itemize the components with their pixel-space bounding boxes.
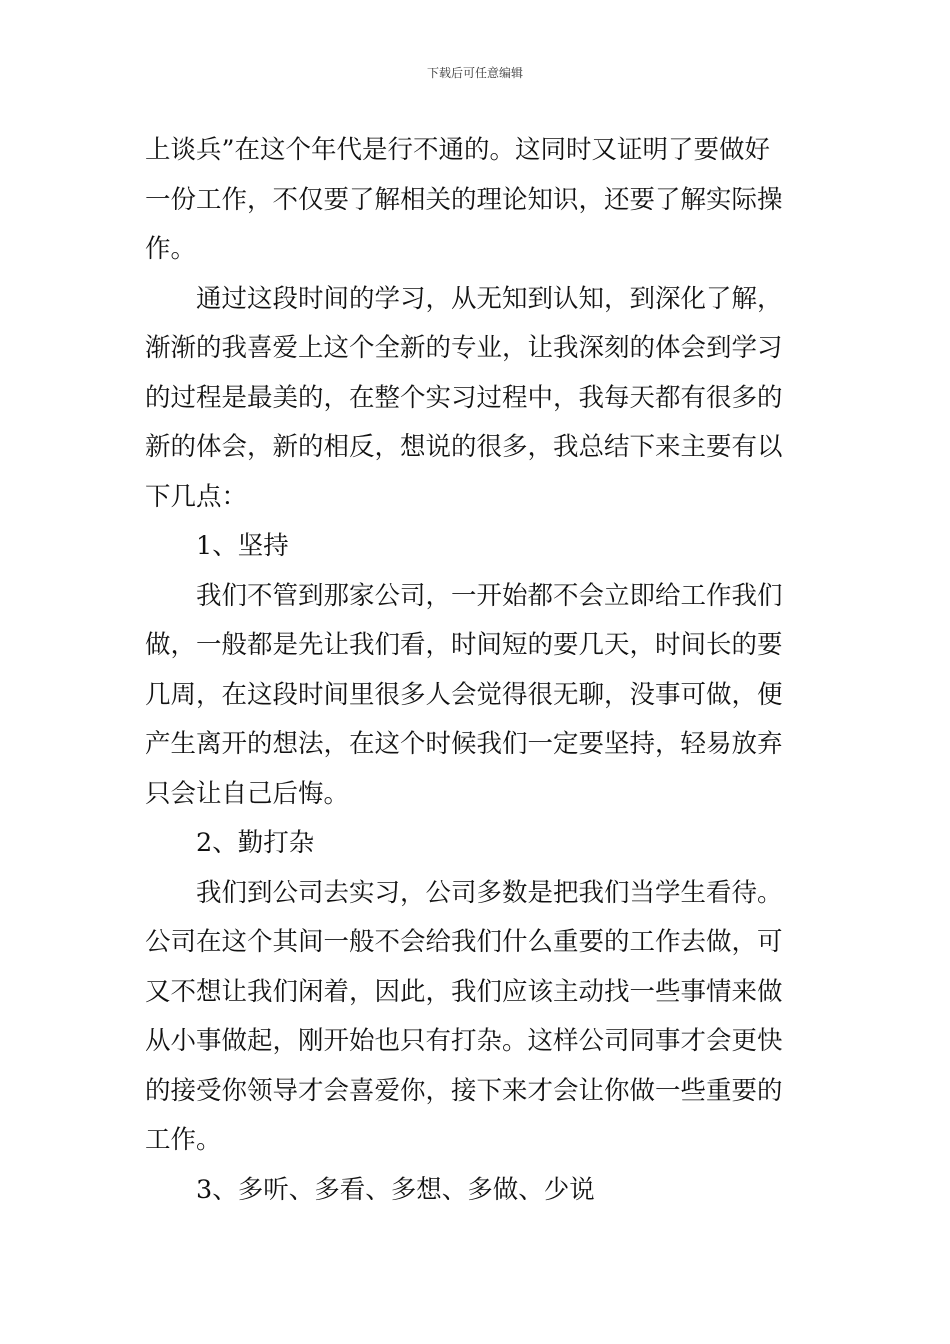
text-line: 新的体会，新的相反，想说的很多，我总结下来主要有以 <box>145 432 783 462</box>
body-text <box>145 126 810 1215</box>
text-line: 我们不管到那家公司，一开始都不会立即给工作我们 <box>196 580 783 611</box>
text-line: 通过这段时间的学习，从无知到认知，到深化了解， <box>196 283 783 314</box>
page-header: 下载后可任意编辑 <box>426 66 523 80</box>
text-line: 公司在这个其间一般不会给我们什么重要的工作去做，可 <box>145 927 783 957</box>
text-line: 的过程是最美的，在整个实习过程中，我每天都有很多的 <box>145 382 783 413</box>
text-line: 只会让自己后悔。 <box>145 778 350 809</box>
section-heading: 2、勤打杂 <box>196 828 315 858</box>
text-line: 渐渐的我喜爱上这个全新的专业，让我深刻的体会到学习 <box>145 333 783 363</box>
text-line: 下几点： <box>145 481 248 512</box>
text-line: 我们到公司去实习，公司多数是把我们当学生看待。 <box>196 877 783 908</box>
text-line: 工作。 <box>145 1125 222 1155</box>
text-line: 又不想让我们闲着，因此，我们应该主动找一些事情来做 <box>145 976 783 1007</box>
text-line: 一份工作，不仅要了解相关的理论知识，还要了解实际操 <box>145 184 783 215</box>
text-line: 产生离开的想法，在这个时候我们一定要坚持，轻易放弃 <box>145 729 783 759</box>
text-line: 做，一般都是先让我们看，时间短的要几天，时间长的要 <box>145 630 783 660</box>
text-line: 几周，在这段时间里很多人会觉得很无聊，没事可做，便 <box>145 679 783 710</box>
text-line: 从小事做起，刚开始也只有打杂。这样公司同事才会更快 <box>145 1026 783 1056</box>
section-heading: 3、多听、多看、多想、多做、少说 <box>196 1174 595 1205</box>
text-line: 作。 <box>145 234 197 264</box>
text-line: 的接受你领导才会喜爱你，接下来才会让你做一些重要的 <box>145 1075 783 1106</box>
section-heading: 1、坚持 <box>196 531 289 561</box>
text-line: 上谈兵”在这个年代是行不通的。这同时又证明了要做好 <box>145 135 771 165</box>
